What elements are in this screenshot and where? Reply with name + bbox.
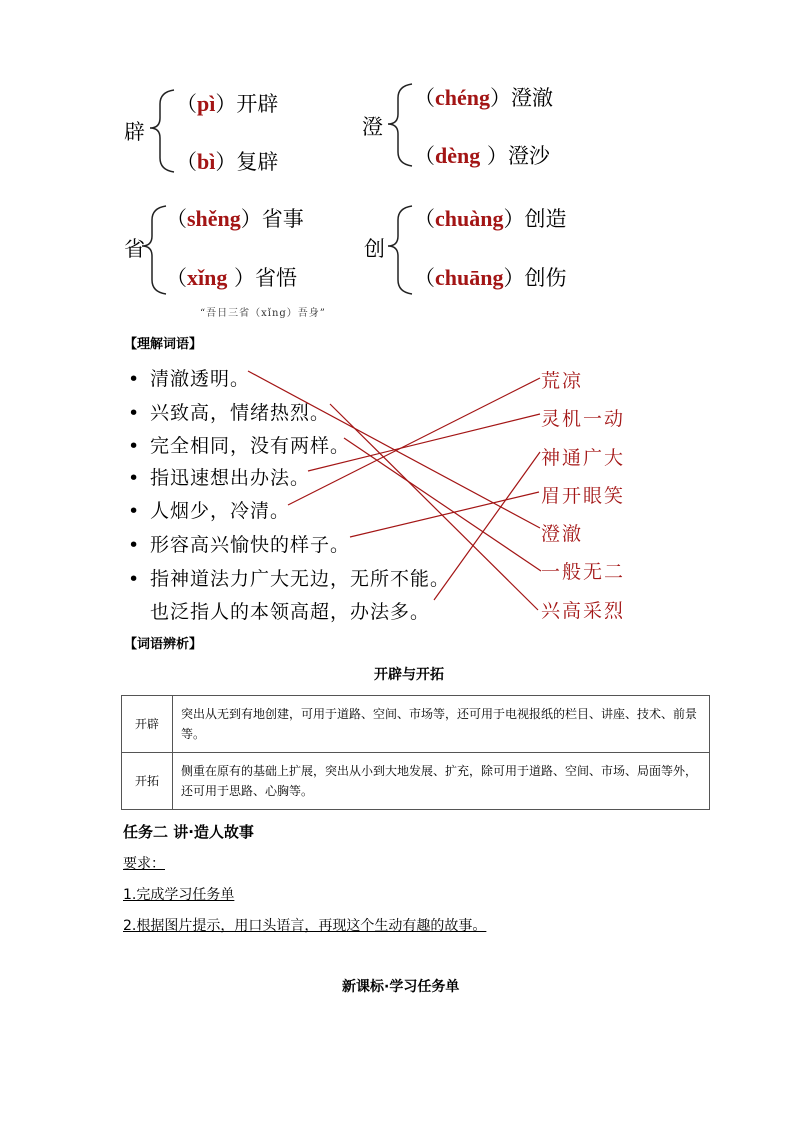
definition-text: 形容高兴愉快的样子。 xyxy=(150,534,351,556)
reading-row: （xǐng ）省悟 xyxy=(166,265,298,290)
match-word: 神通广大 xyxy=(541,447,626,469)
reading-word: 创造 xyxy=(524,207,567,231)
bullet: • xyxy=(128,534,141,556)
comparison-title: 开辟与开拓 xyxy=(374,667,444,683)
table-row xyxy=(122,753,710,810)
reading-word: 澄澈 xyxy=(511,86,553,110)
requirement-label: 要求： xyxy=(123,856,165,872)
bullet: • xyxy=(128,500,141,522)
reading-word: 澄沙 xyxy=(507,144,550,168)
pinyin: chuāng xyxy=(435,265,504,290)
requirement-item: 1.完成学习任务单 xyxy=(123,887,235,903)
pinyin: chéng xyxy=(435,85,490,110)
definition-text: 完全相同，没有两样。 xyxy=(150,435,351,457)
reading-row: （chuàng）创造 xyxy=(414,206,567,231)
match-lines xyxy=(248,371,541,610)
pinyin: chuàng xyxy=(435,206,504,231)
bullet: • xyxy=(128,568,141,590)
reading-word: 复辟 xyxy=(236,150,279,174)
group-char: 省 xyxy=(124,237,145,261)
definition-text: 人烟少，冷清。 xyxy=(150,500,291,522)
term-cell: 开辟 xyxy=(122,696,173,753)
curly-brace xyxy=(388,84,412,166)
note-quote: “吾日三省（xǐng）吾身” xyxy=(200,308,326,319)
pinyin: xǐng xyxy=(187,265,228,290)
group-char: 辟 xyxy=(124,120,145,144)
brace-group xyxy=(142,84,412,294)
group-char: 澄 xyxy=(362,115,383,139)
reading-row: （dèng ）澄沙 xyxy=(414,143,550,168)
task-title: 任务二 讲·造人故事 xyxy=(123,823,254,841)
explanation-cell: 突出从无到有地创建，可用于道路、空间、市场等，还可用于电视报纸的栏目、讲座、技术、前景等。 xyxy=(173,696,710,753)
comparison-table xyxy=(121,695,710,810)
definition-text: 指神道法力广大无边，无所不能。 xyxy=(150,568,451,590)
term-cell: 开拓 xyxy=(122,753,173,810)
curly-brace xyxy=(388,206,412,294)
match-word: 澄澈 xyxy=(541,523,584,545)
definition-text: 指迅速想出办法。 xyxy=(150,467,311,489)
worksheet-title: 新课标·学习任务单 xyxy=(342,979,460,995)
reading-row: （chuāng）创伤 xyxy=(414,265,567,290)
pinyin: dèng xyxy=(435,143,481,168)
reading-word: 省事 xyxy=(261,207,304,231)
pinyin: shěng xyxy=(187,206,241,231)
bullet: • xyxy=(128,368,141,390)
match-word: 眉开眼笑 xyxy=(541,485,626,507)
reading-word: 创伤 xyxy=(524,266,567,290)
pinyin: bì xyxy=(197,149,216,174)
reading-word: 开辟 xyxy=(236,92,279,116)
match-word: 兴高采烈 xyxy=(541,600,626,622)
table-row xyxy=(122,696,710,753)
bullet: • xyxy=(128,402,141,424)
match-line xyxy=(350,492,539,537)
bullet: • xyxy=(128,435,141,457)
reading-row: （pì）开辟 xyxy=(176,91,279,116)
bullet: • xyxy=(128,467,141,489)
match-word: 一般无二 xyxy=(541,561,626,583)
match-word: 荒凉 xyxy=(541,370,584,392)
reading-word: 省悟 xyxy=(255,266,298,290)
definition-text: 兴致高，情绪热烈。 xyxy=(150,402,331,424)
pinyin: pì xyxy=(197,91,216,116)
match-line xyxy=(330,404,538,610)
match-line xyxy=(434,452,540,600)
section-heading-understanding: 【理解词语】 xyxy=(124,337,203,352)
definition-text: 清澈透明。 xyxy=(150,368,251,390)
reading-row: （shěng）省事 xyxy=(166,206,304,231)
explanation-cell: 侧重在原有的基础上扩展，突出从小到大地发展、扩充，除可用于道路、空间、市场、局面等外，还可用于思路、心胸等。 xyxy=(173,753,710,810)
reading-row: （chéng）澄澈 xyxy=(414,85,553,110)
reading-row: （bì）复辟 xyxy=(176,149,279,174)
curly-brace xyxy=(142,206,166,294)
section-heading-analysis: 【词语辨析】 xyxy=(124,637,203,652)
curly-brace xyxy=(150,90,174,172)
definition-continuation: 也泛指人的本领高超，办法多。 xyxy=(150,601,431,623)
requirement-item: 2.根据图片提示，用口头语言，再现这个生动有趣的故事。 xyxy=(123,918,487,934)
match-word: 灵机一动 xyxy=(541,408,626,430)
match-line xyxy=(344,438,541,571)
group-char: 创 xyxy=(364,237,385,261)
